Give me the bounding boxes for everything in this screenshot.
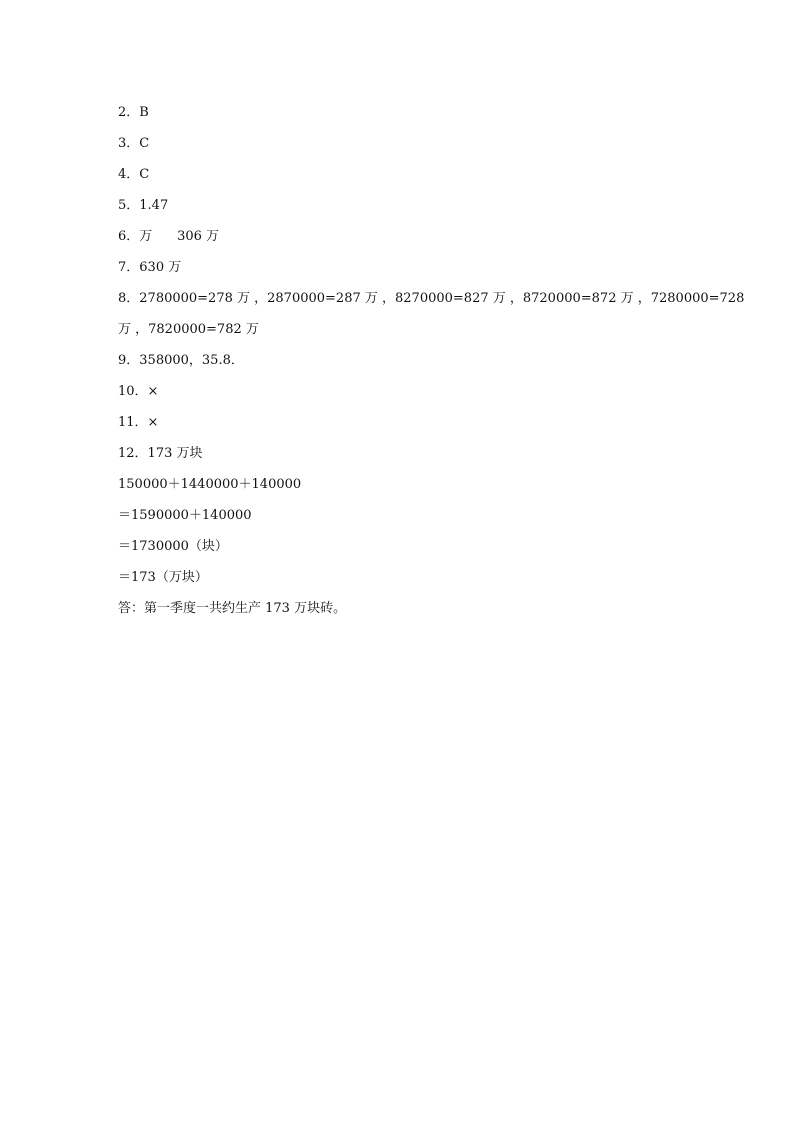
answer-8-line-1: 8．2780000=278 万 ，2870000=287 万 ，8270000=827 万 ，8720000=872 万 ，7280000=728 (118, 291, 745, 306)
answer-7: 7．630 万 (118, 260, 182, 275)
answer-2: 2．B (118, 105, 149, 120)
answer-12: 12．173 万块 (118, 446, 203, 461)
answer-9: 9．358000，35.8． (118, 353, 244, 368)
answer-5: 5．1.47 (118, 198, 169, 213)
answer-list (118, 100, 745, 627)
calculation-step-2: ＝1590000＋140000 (118, 508, 252, 523)
answer-3: 3．C (118, 136, 150, 151)
calculation-step-3: ＝1730000（块） (118, 539, 228, 554)
answer-6: 6．万 306 万 (118, 229, 220, 244)
answer-conclusion: 答：第一季度一共约生产 173 万块砖。 (118, 601, 347, 616)
answer-11: 11．× (118, 415, 159, 430)
answer-8-line-2: 万 ，7820000=782 万 (118, 322, 259, 337)
answer-4: 4．C (118, 167, 150, 182)
calculation-step-1: 150000＋1440000＋140000 (118, 477, 302, 492)
answer-10: 10．× (118, 384, 159, 399)
calculation-step-4: ＝173（万块） (118, 570, 208, 585)
